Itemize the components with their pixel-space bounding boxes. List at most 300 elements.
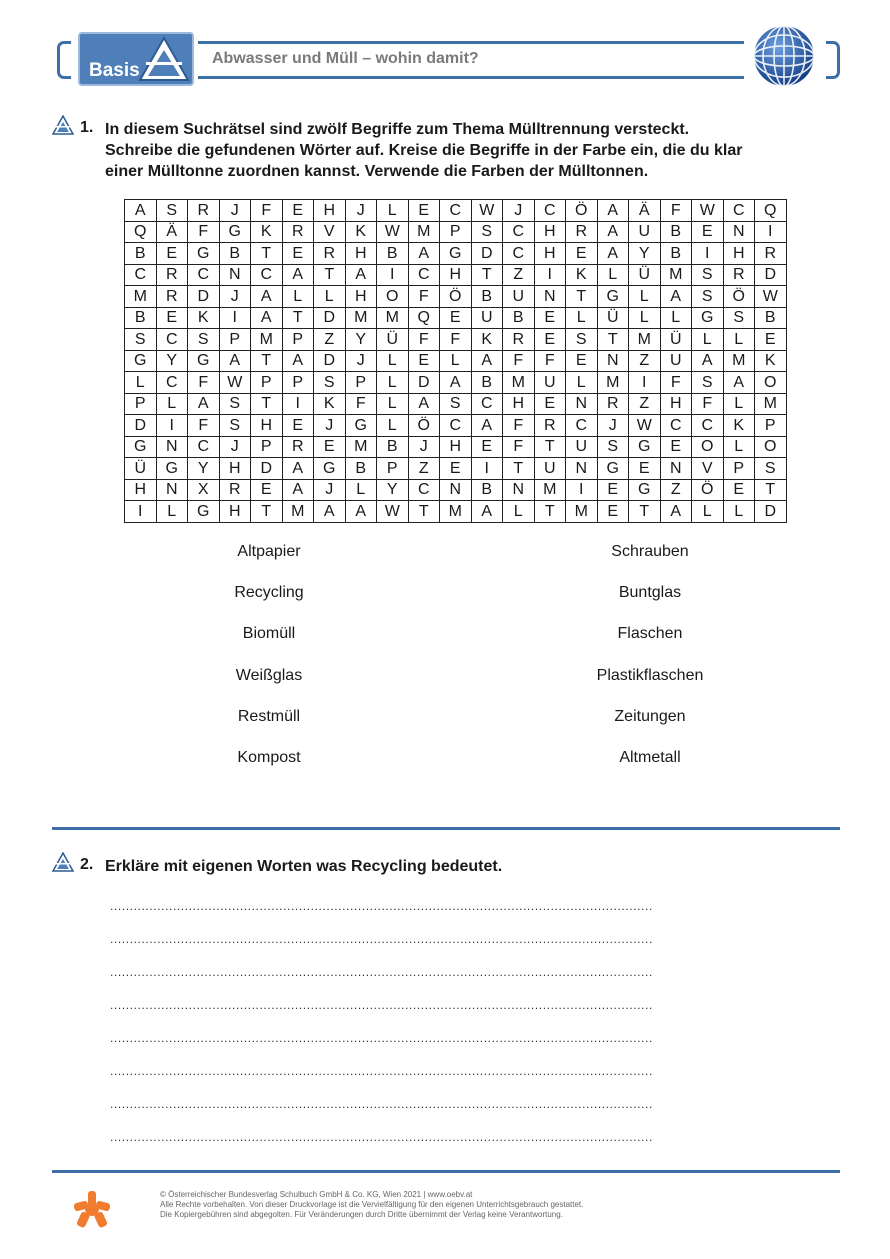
grid-cell[interactable]: L	[660, 307, 692, 329]
grid-cell[interactable]: N	[723, 221, 755, 243]
grid-cell[interactable]: A	[408, 393, 440, 415]
answer-line[interactable]: ..........................................................................................................................................	[110, 1130, 653, 1144]
grid-cell[interactable]: C	[660, 415, 692, 437]
grid-cell[interactable]: J	[314, 479, 346, 501]
grid-cell[interactable]: R	[156, 264, 188, 286]
grid-cell[interactable]: B	[125, 307, 157, 329]
grid-cell[interactable]: A	[282, 264, 314, 286]
grid-cell[interactable]: E	[755, 329, 787, 351]
grid-cell[interactable]: E	[629, 458, 661, 480]
grid-cell[interactable]: A	[282, 458, 314, 480]
grid-cell[interactable]: L	[597, 264, 629, 286]
grid-cell[interactable]: A	[471, 415, 503, 437]
grid-cell[interactable]: E	[534, 307, 566, 329]
grid-cell[interactable]: I	[282, 393, 314, 415]
grid-cell[interactable]: H	[251, 415, 283, 437]
grid-cell[interactable]: R	[503, 329, 535, 351]
grid-cell[interactable]: U	[534, 372, 566, 394]
grid-cell[interactable]: L	[377, 350, 409, 372]
grid-cell[interactable]: C	[723, 200, 755, 222]
grid-cell[interactable]: T	[597, 329, 629, 351]
grid-cell[interactable]: E	[471, 436, 503, 458]
grid-cell[interactable]: K	[345, 221, 377, 243]
grid-cell[interactable]: J	[219, 200, 251, 222]
grid-cell[interactable]: K	[471, 329, 503, 351]
grid-cell[interactable]: E	[282, 243, 314, 265]
grid-cell[interactable]: B	[660, 221, 692, 243]
grid-cell[interactable]: Ü	[629, 264, 661, 286]
grid-cell[interactable]: G	[188, 243, 220, 265]
grid-cell[interactable]: D	[314, 307, 346, 329]
grid-cell[interactable]: S	[219, 393, 251, 415]
grid-cell[interactable]: U	[629, 221, 661, 243]
grid-cell[interactable]: L	[377, 415, 409, 437]
grid-cell[interactable]: A	[345, 264, 377, 286]
answer-line[interactable]: ..........................................................................................................................................	[110, 965, 653, 979]
grid-cell[interactable]: P	[282, 372, 314, 394]
grid-cell[interactable]: L	[314, 286, 346, 308]
grid-cell[interactable]: Ä	[156, 221, 188, 243]
grid-cell[interactable]: M	[377, 307, 409, 329]
grid-cell[interactable]: Q	[755, 200, 787, 222]
grid-cell[interactable]: I	[471, 458, 503, 480]
grid-cell[interactable]: F	[188, 221, 220, 243]
grid-cell[interactable]: N	[660, 458, 692, 480]
grid-cell[interactable]: C	[692, 415, 724, 437]
grid-cell[interactable]: P	[755, 415, 787, 437]
grid-cell[interactable]: W	[219, 372, 251, 394]
grid-cell[interactable]: Ü	[377, 329, 409, 351]
answer-line[interactable]: ..........................................................................................................................................	[110, 1031, 653, 1045]
grid-cell[interactable]: F	[534, 350, 566, 372]
grid-cell[interactable]: A	[660, 286, 692, 308]
grid-cell[interactable]: W	[629, 415, 661, 437]
grid-cell[interactable]: S	[125, 329, 157, 351]
grid-cell[interactable]: H	[503, 393, 535, 415]
grid-cell[interactable]: T	[566, 286, 598, 308]
grid-cell[interactable]: C	[156, 329, 188, 351]
grid-cell[interactable]: U	[471, 307, 503, 329]
grid-cell[interactable]: A	[282, 479, 314, 501]
grid-cell[interactable]: W	[692, 200, 724, 222]
grid-cell[interactable]: G	[692, 307, 724, 329]
grid-cell[interactable]: D	[471, 243, 503, 265]
grid-cell[interactable]: G	[188, 350, 220, 372]
grid-cell[interactable]: S	[597, 436, 629, 458]
grid-cell[interactable]: A	[314, 501, 346, 523]
grid-cell[interactable]: W	[377, 221, 409, 243]
grid-cell[interactable]: L	[723, 436, 755, 458]
grid-cell[interactable]: B	[471, 479, 503, 501]
grid-cell[interactable]: P	[723, 458, 755, 480]
grid-cell[interactable]: L	[125, 372, 157, 394]
grid-cell[interactable]: R	[755, 243, 787, 265]
grid-cell[interactable]: U	[660, 350, 692, 372]
grid-cell[interactable]: S	[314, 372, 346, 394]
grid-cell[interactable]: E	[597, 501, 629, 523]
grid-cell[interactable]: Q	[125, 221, 157, 243]
grid-cell[interactable]: K	[188, 307, 220, 329]
grid-cell[interactable]: M	[345, 307, 377, 329]
grid-cell[interactable]: I	[755, 221, 787, 243]
grid-cell[interactable]: T	[251, 350, 283, 372]
grid-cell[interactable]: V	[692, 458, 724, 480]
grid-cell[interactable]: Ü	[597, 307, 629, 329]
grid-cell[interactable]: I	[219, 307, 251, 329]
grid-cell[interactable]: F	[440, 329, 472, 351]
grid-cell[interactable]: F	[188, 415, 220, 437]
grid-cell[interactable]: J	[408, 436, 440, 458]
grid-cell[interactable]: X	[188, 479, 220, 501]
grid-cell[interactable]: M	[534, 479, 566, 501]
grid-cell[interactable]: E	[692, 221, 724, 243]
grid-cell[interactable]: I	[377, 264, 409, 286]
grid-cell[interactable]: E	[660, 436, 692, 458]
grid-cell[interactable]: G	[345, 415, 377, 437]
grid-cell[interactable]: C	[566, 415, 598, 437]
grid-cell[interactable]: C	[440, 200, 472, 222]
grid-cell[interactable]: B	[377, 243, 409, 265]
grid-cell[interactable]: E	[251, 479, 283, 501]
grid-cell[interactable]: B	[345, 458, 377, 480]
grid-cell[interactable]: U	[503, 286, 535, 308]
grid-cell[interactable]: U	[566, 436, 598, 458]
grid-cell[interactable]: L	[692, 501, 724, 523]
grid-cell[interactable]: E	[723, 479, 755, 501]
grid-cell[interactable]: S	[188, 329, 220, 351]
grid-cell[interactable]: I	[125, 501, 157, 523]
grid-cell[interactable]: E	[156, 243, 188, 265]
grid-cell[interactable]: D	[314, 350, 346, 372]
grid-cell[interactable]: O	[692, 436, 724, 458]
grid-cell[interactable]: K	[251, 221, 283, 243]
grid-cell[interactable]: Ö	[723, 286, 755, 308]
grid-cell[interactable]: L	[723, 501, 755, 523]
grid-cell[interactable]: D	[755, 264, 787, 286]
grid-cell[interactable]: L	[156, 501, 188, 523]
grid-cell[interactable]: O	[755, 436, 787, 458]
grid-cell[interactable]: Ö	[440, 286, 472, 308]
grid-cell[interactable]: P	[251, 372, 283, 394]
grid-cell[interactable]: G	[125, 436, 157, 458]
grid-cell[interactable]: I	[692, 243, 724, 265]
grid-cell[interactable]: L	[629, 307, 661, 329]
grid-cell[interactable]: E	[566, 350, 598, 372]
grid-cell[interactable]: E	[597, 479, 629, 501]
grid-cell[interactable]: P	[219, 329, 251, 351]
grid-cell[interactable]: Ö	[692, 479, 724, 501]
grid-cell[interactable]: A	[125, 200, 157, 222]
grid-cell[interactable]: G	[629, 436, 661, 458]
grid-cell[interactable]: B	[660, 243, 692, 265]
grid-cell[interactable]: H	[723, 243, 755, 265]
grid-cell[interactable]: B	[219, 243, 251, 265]
grid-cell[interactable]: B	[503, 307, 535, 329]
grid-cell[interactable]: P	[440, 221, 472, 243]
grid-cell[interactable]: J	[219, 286, 251, 308]
grid-cell[interactable]: M	[566, 501, 598, 523]
grid-cell[interactable]: A	[345, 501, 377, 523]
grid-cell[interactable]: N	[219, 264, 251, 286]
grid-cell[interactable]: C	[188, 436, 220, 458]
grid-cell[interactable]: M	[629, 329, 661, 351]
grid-cell[interactable]: I	[566, 479, 598, 501]
grid-cell[interactable]: K	[314, 393, 346, 415]
grid-cell[interactable]: U	[534, 458, 566, 480]
grid-cell[interactable]: A	[660, 501, 692, 523]
grid-cell[interactable]: M	[755, 393, 787, 415]
grid-cell[interactable]: L	[723, 329, 755, 351]
grid-cell[interactable]: S	[566, 329, 598, 351]
grid-cell[interactable]: Z	[503, 264, 535, 286]
grid-cell[interactable]: C	[440, 415, 472, 437]
grid-cell[interactable]: S	[156, 200, 188, 222]
grid-cell[interactable]: Ä	[629, 200, 661, 222]
grid-cell[interactable]: R	[566, 221, 598, 243]
grid-cell[interactable]: T	[503, 458, 535, 480]
grid-cell[interactable]: R	[156, 286, 188, 308]
grid-cell[interactable]: L	[440, 350, 472, 372]
grid-cell[interactable]: S	[692, 264, 724, 286]
grid-cell[interactable]: L	[629, 286, 661, 308]
grid-cell[interactable]: Z	[629, 350, 661, 372]
grid-cell[interactable]: F	[503, 436, 535, 458]
grid-cell[interactable]: T	[534, 501, 566, 523]
grid-cell[interactable]: P	[125, 393, 157, 415]
grid-cell[interactable]: M	[440, 501, 472, 523]
grid-cell[interactable]: N	[534, 286, 566, 308]
grid-cell[interactable]: D	[188, 286, 220, 308]
grid-cell[interactable]: L	[156, 393, 188, 415]
grid-cell[interactable]: P	[377, 458, 409, 480]
grid-cell[interactable]: N	[503, 479, 535, 501]
grid-cell[interactable]: M	[125, 286, 157, 308]
grid-cell[interactable]: G	[597, 458, 629, 480]
grid-cell[interactable]: R	[188, 200, 220, 222]
grid-cell[interactable]: L	[377, 200, 409, 222]
grid-cell[interactable]: N	[566, 393, 598, 415]
grid-cell[interactable]: A	[471, 501, 503, 523]
grid-cell[interactable]: I	[534, 264, 566, 286]
grid-cell[interactable]: H	[440, 264, 472, 286]
grid-cell[interactable]: K	[566, 264, 598, 286]
grid-cell[interactable]: L	[692, 329, 724, 351]
grid-cell[interactable]: W	[377, 501, 409, 523]
grid-cell[interactable]: I	[156, 415, 188, 437]
grid-cell[interactable]: T	[755, 479, 787, 501]
grid-cell[interactable]: E	[314, 436, 346, 458]
grid-cell[interactable]: I	[629, 372, 661, 394]
grid-cell[interactable]: T	[251, 501, 283, 523]
grid-cell[interactable]: S	[723, 307, 755, 329]
grid-cell[interactable]: F	[660, 200, 692, 222]
grid-cell[interactable]: D	[125, 415, 157, 437]
grid-cell[interactable]: Ö	[408, 415, 440, 437]
grid-cell[interactable]: R	[534, 415, 566, 437]
grid-cell[interactable]: Ü	[660, 329, 692, 351]
grid-cell[interactable]: N	[156, 479, 188, 501]
grid-cell[interactable]: D	[755, 501, 787, 523]
grid-cell[interactable]: C	[188, 264, 220, 286]
grid-cell[interactable]: C	[125, 264, 157, 286]
grid-cell[interactable]: H	[314, 200, 346, 222]
grid-cell[interactable]: L	[566, 307, 598, 329]
grid-cell[interactable]: K	[755, 350, 787, 372]
answer-line[interactable]: ..........................................................................................................................................	[110, 932, 653, 946]
grid-cell[interactable]: A	[219, 350, 251, 372]
grid-cell[interactable]: E	[282, 200, 314, 222]
grid-cell[interactable]: M	[597, 372, 629, 394]
grid-cell[interactable]: V	[314, 221, 346, 243]
grid-cell[interactable]: R	[314, 243, 346, 265]
grid-cell[interactable]: E	[282, 415, 314, 437]
grid-cell[interactable]: T	[251, 393, 283, 415]
grid-cell[interactable]: G	[440, 243, 472, 265]
grid-cell[interactable]: C	[534, 200, 566, 222]
grid-cell[interactable]: E	[534, 329, 566, 351]
grid-cell[interactable]: O	[755, 372, 787, 394]
grid-cell[interactable]: E	[408, 200, 440, 222]
grid-cell[interactable]: F	[660, 372, 692, 394]
grid-cell[interactable]: A	[440, 372, 472, 394]
grid-cell[interactable]: M	[282, 501, 314, 523]
grid-cell[interactable]: G	[125, 350, 157, 372]
grid-cell[interactable]: A	[597, 243, 629, 265]
grid-cell[interactable]: C	[471, 393, 503, 415]
grid-cell[interactable]: Z	[314, 329, 346, 351]
grid-cell[interactable]: Y	[188, 458, 220, 480]
grid-cell[interactable]: G	[188, 501, 220, 523]
grid-cell[interactable]: O	[377, 286, 409, 308]
grid-cell[interactable]: L	[377, 372, 409, 394]
grid-cell[interactable]: J	[345, 350, 377, 372]
grid-cell[interactable]: M	[251, 329, 283, 351]
grid-cell[interactable]: G	[314, 458, 346, 480]
grid-cell[interactable]: T	[629, 501, 661, 523]
grid-cell[interactable]: A	[597, 200, 629, 222]
grid-cell[interactable]: E	[566, 243, 598, 265]
grid-cell[interactable]: C	[408, 264, 440, 286]
grid-cell[interactable]: A	[251, 307, 283, 329]
grid-cell[interactable]: P	[251, 436, 283, 458]
grid-cell[interactable]: P	[345, 372, 377, 394]
grid-cell[interactable]: Y	[629, 243, 661, 265]
grid-cell[interactable]: E	[534, 393, 566, 415]
grid-cell[interactable]: E	[440, 307, 472, 329]
grid-cell[interactable]: J	[314, 415, 346, 437]
grid-cell[interactable]: R	[597, 393, 629, 415]
grid-cell[interactable]: G	[629, 479, 661, 501]
grid-cell[interactable]: H	[534, 221, 566, 243]
grid-cell[interactable]: B	[471, 286, 503, 308]
grid-cell[interactable]: S	[692, 372, 724, 394]
grid-cell[interactable]: A	[692, 350, 724, 372]
grid-cell[interactable]: N	[156, 436, 188, 458]
grid-cell[interactable]: L	[377, 393, 409, 415]
grid-cell[interactable]: D	[251, 458, 283, 480]
grid-cell[interactable]: Ö	[566, 200, 598, 222]
grid-cell[interactable]: G	[597, 286, 629, 308]
grid-cell[interactable]: Z	[408, 458, 440, 480]
grid-cell[interactable]: Z	[660, 479, 692, 501]
grid-cell[interactable]: E	[408, 350, 440, 372]
grid-cell[interactable]: L	[503, 501, 535, 523]
grid-cell[interactable]: A	[471, 350, 503, 372]
grid-cell[interactable]: S	[219, 415, 251, 437]
grid-cell[interactable]: A	[723, 372, 755, 394]
grid-cell[interactable]: C	[251, 264, 283, 286]
grid-cell[interactable]: K	[723, 415, 755, 437]
grid-cell[interactable]: S	[755, 458, 787, 480]
grid-cell[interactable]: J	[219, 436, 251, 458]
grid-cell[interactable]: T	[408, 501, 440, 523]
grid-cell[interactable]: F	[251, 200, 283, 222]
grid-cell[interactable]: W	[755, 286, 787, 308]
grid-cell[interactable]: P	[282, 329, 314, 351]
grid-cell[interactable]: M	[660, 264, 692, 286]
grid-cell[interactable]: F	[692, 393, 724, 415]
grid-cell[interactable]: C	[503, 221, 535, 243]
grid-cell[interactable]: T	[251, 243, 283, 265]
grid-cell[interactable]: F	[503, 415, 535, 437]
grid-cell[interactable]: C	[156, 372, 188, 394]
grid-cell[interactable]: E	[440, 458, 472, 480]
grid-cell[interactable]: H	[660, 393, 692, 415]
grid-cell[interactable]: L	[282, 286, 314, 308]
grid-cell[interactable]: A	[597, 221, 629, 243]
grid-cell[interactable]: F	[345, 393, 377, 415]
answer-line[interactable]: ..........................................................................................................................................	[110, 899, 653, 913]
grid-cell[interactable]: M	[345, 436, 377, 458]
grid-cell[interactable]: A	[251, 286, 283, 308]
grid-cell[interactable]: A	[408, 243, 440, 265]
grid-cell[interactable]: T	[534, 436, 566, 458]
grid-cell[interactable]: Y	[377, 479, 409, 501]
grid-cell[interactable]: M	[503, 372, 535, 394]
grid-cell[interactable]: H	[125, 479, 157, 501]
grid-cell[interactable]: G	[156, 458, 188, 480]
grid-cell[interactable]: H	[345, 286, 377, 308]
grid-cell[interactable]: C	[408, 479, 440, 501]
grid-cell[interactable]: B	[755, 307, 787, 329]
grid-cell[interactable]: J	[503, 200, 535, 222]
grid-cell[interactable]: J	[597, 415, 629, 437]
grid-cell[interactable]: H	[219, 458, 251, 480]
grid-cell[interactable]: M	[408, 221, 440, 243]
grid-cell[interactable]: F	[408, 286, 440, 308]
grid-cell[interactable]: H	[219, 501, 251, 523]
grid-cell[interactable]: J	[345, 200, 377, 222]
grid-cell[interactable]: B	[125, 243, 157, 265]
grid-cell[interactable]: R	[282, 221, 314, 243]
grid-cell[interactable]: T	[314, 264, 346, 286]
grid-cell[interactable]: N	[566, 458, 598, 480]
grid-cell[interactable]: C	[503, 243, 535, 265]
grid-cell[interactable]: N	[440, 479, 472, 501]
grid-cell[interactable]: T	[282, 307, 314, 329]
grid-cell[interactable]: L	[345, 479, 377, 501]
grid-cell[interactable]: L	[566, 372, 598, 394]
grid-cell[interactable]: L	[723, 393, 755, 415]
grid-cell[interactable]: T	[471, 264, 503, 286]
grid-cell[interactable]: R	[219, 479, 251, 501]
grid-cell[interactable]: H	[440, 436, 472, 458]
answer-line[interactable]: ..........................................................................................................................................	[110, 1064, 653, 1078]
grid-cell[interactable]: Ü	[125, 458, 157, 480]
grid-cell[interactable]: A	[188, 393, 220, 415]
grid-cell[interactable]: B	[471, 372, 503, 394]
grid-cell[interactable]: R	[723, 264, 755, 286]
